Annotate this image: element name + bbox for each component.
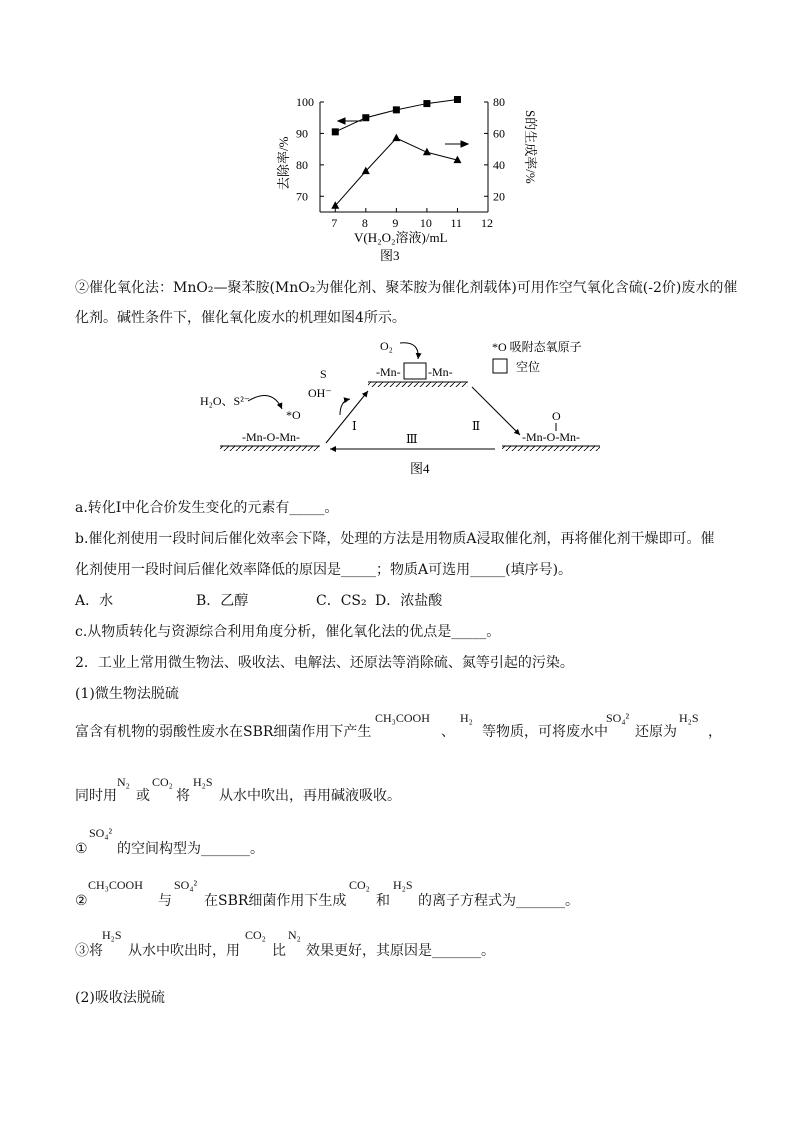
question-2-intro: 2．工业上常用微生物法、吸收法、电解法、还原法等消除硫、氮等引起的污染。 [75,655,574,671]
sulfur-product: S [320,367,327,381]
left-tick-label: 90 [296,126,308,141]
legend-vacancy-box [493,359,507,373]
formula-h2: H₂ [460,711,473,725]
left-axis-label: 去除率/% [276,136,291,190]
top-catalyst-surface [368,382,468,387]
left-tick-label: 70 [296,189,308,204]
microbial-text-c: 还原为 [635,724,677,740]
sub-3-start: ③将 [75,943,103,959]
formula-n2: N₂ [117,775,130,789]
formula-co2: CO₂ [152,775,173,789]
figure-3-chart [270,90,540,270]
right-catalyst-surface [502,446,600,451]
reactants-label: H₂O、S²⁻ [200,394,251,408]
step-2-label: Ⅱ [472,419,481,433]
square-marker [332,128,339,135]
right-tick-label: 60 [493,126,505,141]
sub-3-end: 效果更好，其原因是_______。 [306,943,495,959]
formula-so4-1: SO₄² [89,826,113,840]
x-tick-label: 9 [392,216,399,230]
square-marker [362,114,369,121]
right-axis-label: S的生成率/% [523,110,538,184]
sub-1-num: ① [75,841,88,857]
square-marker [423,100,430,107]
question-b-line1: b.催化剂使用一段时间后催化效率会下降，处理的方法是用物质A浸取催化剂，再将催化剂干燥即可。催 [75,531,715,547]
step-1-label: Ⅰ [352,419,357,433]
square-marker [454,96,461,103]
option-b: B．乙醇 [196,593,249,609]
left-series-arrow [338,118,362,124]
microbial-text-b: 等物质，可将废水中 [482,724,608,740]
formula-co2-3: CO₂ [245,928,266,942]
question-a: a.转化Ⅰ中化合价发生变化的元素有_____。 [75,500,339,516]
option-d: D．浓盐酸 [375,593,443,609]
microbial-sep: 、 [441,724,455,740]
top-mn-left: -Mn- [376,365,401,379]
sub-2-num: ② [75,893,88,909]
left-tick-label: 100 [296,95,314,109]
formula-h2s: H₂S [679,711,699,725]
figure-4-diagram [190,335,650,480]
right-mn-o-mn: -Mn-O-Mn- [522,430,580,444]
oxygen-arrow [400,343,418,359]
figure-3-caption: 图3 [380,248,400,263]
step-1-arrow [326,391,368,443]
sub-2-text: 在SBR细菌作用下生成 [204,893,347,909]
square-series-line [335,99,457,131]
x-tick-label: 10 [419,216,432,230]
sub-2-with: 与 [158,893,172,909]
top-mn-right: -Mn- [428,365,453,379]
option-a: A．水 [75,593,114,609]
left-tick-label: 80 [296,157,308,172]
legend-vacancy: 空位 [516,360,541,374]
x-tick-label: 12 [481,216,493,230]
x-tick-label: 11 [450,216,463,230]
formula-so4-2: SO₄² [174,878,198,892]
reactant-arrow [248,396,282,409]
square-marker [393,106,400,113]
sub-1-text: 的空间构型为_______。 [117,841,264,857]
formula-ch3cooh-2: CH₃COOH [88,878,143,892]
paragraph-catalytic-line2: 化剂。碱性条件下，催化氧化废水的机理如图4所示。 [75,310,406,326]
left-catalyst-surface [220,446,320,451]
product-arrow [340,399,350,415]
x-axis-label: V(H₂O₂溶液)/mL [354,230,448,245]
triangle-marker [392,134,400,142]
right-tick-label: 20 [493,189,505,204]
section-microbial: (1)微生物法脱硫 [75,686,179,702]
hydroxide-product: OH⁻ [308,386,332,400]
section-absorption: (2)吸收法脱硫 [75,990,165,1006]
adsorbed-oxygen-label: *O [286,408,301,422]
formula-co2-2: CO₂ [349,878,370,892]
microbial-text-d: ， [708,724,722,740]
right-series-arrow [445,141,468,147]
question-b-line2: 化剂使用一段时间后催化效率降低的原因是_____；物质A可选用_____(填序号)。 [75,562,573,578]
oxygen-label: O₂ [380,339,393,353]
option-c: C．CS₂ [316,593,367,609]
blowout-text-b: 或 [136,788,150,804]
legend-adsorbed-oxygen: *O 吸附态氧原子 [492,340,582,354]
blowout-text-d: 从水中吹出，再用碱液吸收。 [219,788,401,804]
microbial-text-a: 富含有机物的弱酸性废水在SBR细菌作用下产生 [75,724,372,740]
sub-3-text-b: 从水中吹出时，用 [128,943,240,959]
question-c: c.从物质转化与资源综合利用角度分析，催化氧化法的优点是_____。 [75,624,501,640]
right-tick-label: 80 [493,95,505,109]
formula-h2s-3: H₂S [102,928,122,942]
figure-4-caption: 图4 [410,461,430,476]
blowout-text-c: 将 [176,788,190,804]
right-tick-label: 40 [493,157,505,172]
formula-h2s-b: H₂S [193,775,213,789]
sub-2-end: 的离子方程式为_______。 [418,893,579,909]
sub-3-than: 比 [272,943,286,959]
formula-ch3cooh: CH₃COOH [375,711,430,725]
formula-n2-3: N₂ [288,928,301,942]
left-mn-o-mn: -Mn-O-Mn- [242,430,300,444]
right-o-label: O [552,409,561,423]
paragraph-catalytic-line1: ②催化氧化法：MnO₂—聚苯胺(MnO₂为催化剂、聚苯胺为催化剂载体)可用作空气氧化含硫(-2价)废水的催 [75,280,738,296]
step-3-label: Ⅲ [406,432,418,446]
x-tick-label: 7 [331,216,338,230]
x-tick-label: 8 [361,216,368,230]
formula-h2s-2: H₂S [393,878,413,892]
sub-2-and: 和 [376,893,390,909]
triangle-series-line [335,138,457,206]
formula-so4: SO₄² [606,711,630,725]
vacancy-box [404,363,426,379]
blowout-text-a: 同时用 [75,788,117,804]
